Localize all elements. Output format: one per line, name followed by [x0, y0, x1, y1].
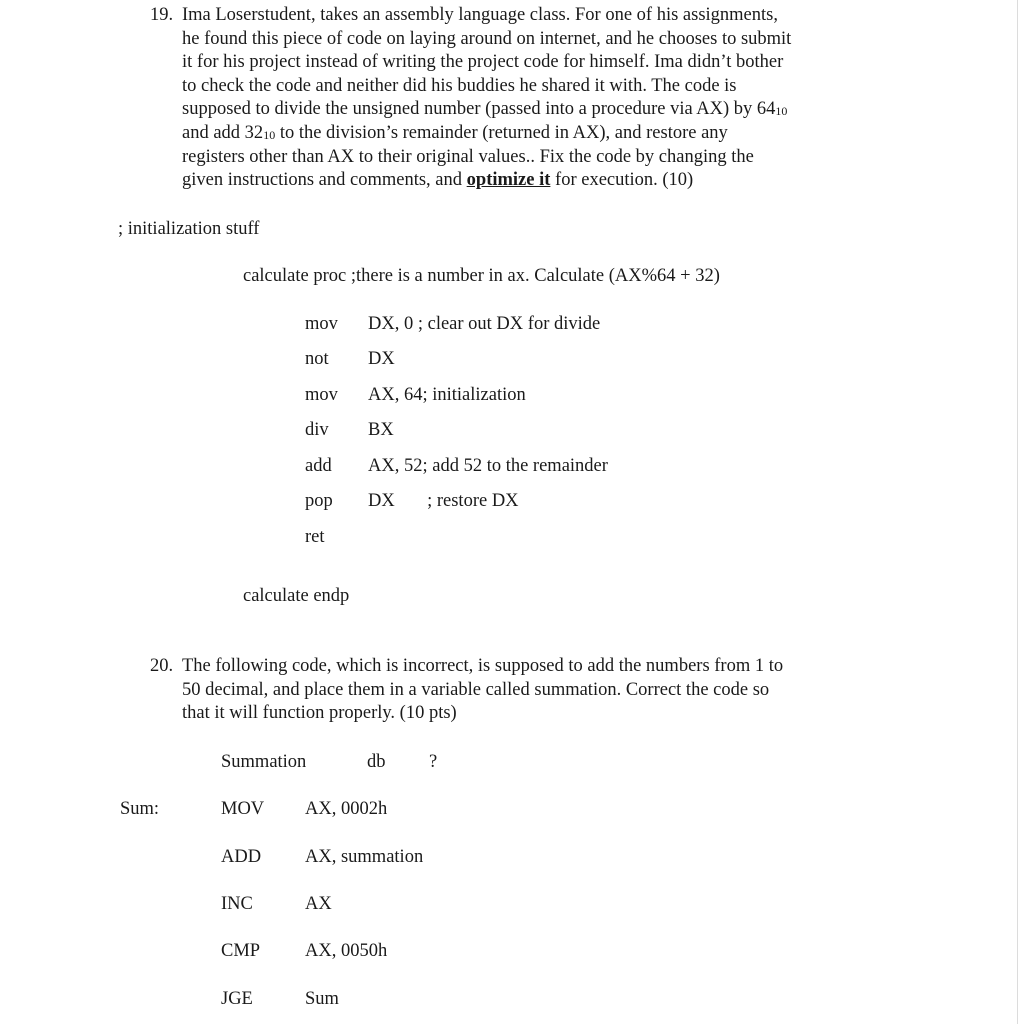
- sum-code-op: CMP: [221, 941, 261, 961]
- code-op: add: [305, 456, 332, 476]
- q19-line: it for his project instead of writing the project code for himself. Ima didn’t bother: [182, 52, 784, 73]
- code-op: not: [305, 349, 329, 369]
- sum-code-arg: Sum: [305, 989, 339, 1009]
- sum-code-arg: AX, 0050h: [305, 941, 388, 961]
- q20-line: that it will function properly. (10 pts): [182, 703, 457, 724]
- code-arg: DX ; restore DX: [368, 491, 519, 511]
- q19-line: [182, 122, 791, 146]
- sum-code-arg: AX, 0002h: [305, 799, 388, 819]
- question-19-text: [182, 4, 791, 193]
- question-20-text: [182, 655, 783, 726]
- summation-name: Summation: [221, 752, 307, 772]
- sum-code-op: MOV: [221, 799, 265, 819]
- code-op: pop: [305, 491, 333, 511]
- q20-line: 50 decimal, and place them in a variable called summation. Correct the code so: [182, 679, 770, 700]
- q19-line6-post: to the division’s remainder (returned in AX), and restore any: [275, 122, 728, 143]
- proc-header: calculate proc ;there is a number in ax. Calculate (AX%64 + 32): [243, 266, 720, 286]
- q19-line8-post: for execution. (10): [550, 170, 694, 191]
- q19-line5-sub: 10: [775, 104, 788, 119]
- q19-line: registers other than AX to their original values.. Fix the code by changing the: [182, 146, 754, 167]
- code-arg: AX, 52; add 52 to the remainder: [368, 456, 608, 476]
- code-arg: BX: [368, 420, 394, 440]
- optimize-it-emphasis: optimize it: [466, 170, 551, 191]
- q19-line: to check the code and neither did his buddies he shared it with. The code is: [182, 75, 737, 96]
- q19-line6-pre: and add 32: [182, 122, 264, 143]
- q19-line: Ima Loserstudent, takes an assembly language class. For one of his assignments,: [182, 5, 778, 25]
- code-arg: DX: [368, 349, 395, 369]
- code-op: mov: [305, 314, 338, 334]
- question-19-number: 19.: [150, 5, 174, 25]
- q19-line: he found this piece of code on laying around on internet, and he chooses to submit: [182, 28, 792, 49]
- q19-line: [182, 169, 791, 193]
- sum-code-op: ADD: [221, 847, 262, 867]
- summation-value: ?: [429, 752, 438, 772]
- init-comment: ; initialization stuff: [118, 219, 260, 239]
- code-op: mov: [305, 385, 338, 405]
- q19-line8-pre: given instructions and comments, and: [182, 170, 467, 191]
- q20-line: The following code, which is incorrect, is supposed to add the numbers from 1 to: [182, 656, 784, 676]
- sum-code-op: JGE: [221, 989, 253, 1009]
- proc-footer: calculate endp: [243, 586, 350, 606]
- code-arg: AX, 64; initialization: [368, 385, 526, 405]
- q19-line5-text: supposed to divide the unsigned number (passed into a procedure via AX) by 64: [182, 99, 776, 120]
- sum-label: Sum:: [120, 799, 160, 819]
- code-op: ret: [305, 527, 325, 547]
- code-arg: DX, 0 ; clear out DX for divide: [368, 314, 601, 334]
- sum-code-arg: AX, summation: [305, 847, 424, 867]
- question-20-number: 20.: [150, 656, 174, 676]
- code-op: div: [305, 420, 329, 440]
- q19-line: [182, 98, 791, 122]
- sum-code-op: INC: [221, 894, 253, 914]
- page-edge: [1017, 0, 1018, 1024]
- q19-line6-sub: 10: [263, 127, 276, 142]
- summation-type: db: [367, 752, 386, 772]
- sum-code-arg: AX: [305, 894, 332, 914]
